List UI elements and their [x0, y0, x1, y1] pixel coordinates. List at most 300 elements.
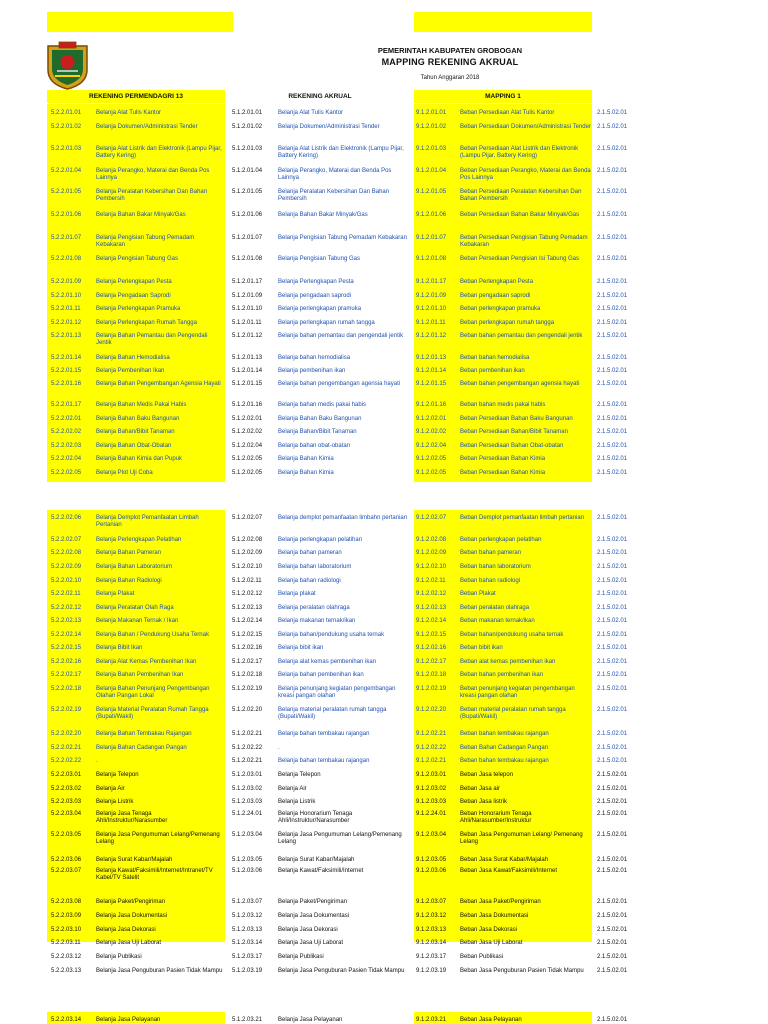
akrual-name: Belanja demplot pemanfaatan limbahn pertanian	[278, 515, 408, 521]
akrual-name: Belanja Kawat/Faksimili/Internet	[278, 868, 364, 874]
permendagri-code: 5.2.2.01.17	[51, 402, 82, 408]
mapping-code: 9.1.2.03.04	[416, 832, 447, 838]
grobogan-regency-emblem	[45, 40, 90, 90]
permendagri-name: Belanja Publikasi	[96, 954, 142, 960]
permendagri-name: Belanja Perlengkapan Pramuka	[96, 306, 181, 312]
akrual-name: Belanja Perangko, Materai dan Benda Pos Lainnya	[278, 168, 392, 182]
permendagri-code: 5.2.2.01.09	[51, 279, 82, 285]
liability-code: 2.1.5.02.01	[597, 832, 628, 838]
mapping-code: 9.1.2.01.13	[416, 355, 447, 361]
liability-code: 2.1.5.02.01	[597, 591, 628, 597]
permendagri-code: 5.2.2.02.11	[51, 591, 81, 597]
mapping-code: 9.1.2.02.17	[416, 659, 447, 665]
permendagri-code: 5.2.2.02.15	[51, 645, 82, 651]
liability-code: 2.1.5.02.01	[597, 659, 628, 665]
akrual-code: 5.1.2.01.09	[232, 293, 263, 299]
permendagri-name: Belanja Bahan Obat-Obatan	[96, 443, 172, 449]
mapping-name: Beban Jasa Kawat/Faksimili/Internet	[460, 868, 558, 874]
liability-code: 2.1.5.02.01	[597, 429, 628, 435]
permendagri-code: 5.2.2.02.21	[51, 745, 82, 751]
akrual-code: 5.1.2.02.21	[232, 731, 263, 737]
permendagri-code: 5.2.2.02.10	[51, 578, 82, 584]
akrual-code: 5.1.2.02.08	[232, 537, 263, 543]
liability-code: 2.1.5.02.01	[597, 686, 628, 692]
akrual-name: Belanja Bahan Kimia	[278, 456, 334, 462]
akrual-code: 5.1.2.01.17	[232, 279, 263, 285]
mapping-code: 9.1.2.02.18	[416, 672, 447, 678]
liability-code: 2.1.5.02.01	[597, 672, 628, 678]
akrual-name: Belanja alat kemas pembenihan ikan	[278, 659, 377, 665]
permendagri-code: 5.2.2.02.07	[51, 537, 82, 543]
permendagri-code: 5.2.2.03.07	[51, 868, 82, 874]
permendagri-name: Belanja Jasa Dekorasi	[96, 927, 156, 933]
akrual-name: Belanja Listrik	[278, 799, 316, 805]
permendagri-name: Belanja Bahan Cadangan Pangan	[96, 745, 187, 751]
akrual-code: 5.1.2.02.22	[232, 745, 263, 751]
mapping-code: 9.1.2.01.16	[416, 402, 447, 408]
permendagri-code: 5.2.2.02.16	[51, 659, 82, 665]
liability-code: 2.1.5.02.01	[597, 537, 628, 543]
mapping-name: Beban Jasa Paket/Pengiriman	[460, 899, 541, 905]
liability-code: 2.1.5.02.01	[597, 456, 628, 462]
mapping-code: 9.1.2.02.07	[416, 515, 447, 521]
permendagri-name: Belanja Bahan Penunjang Pengembangan Olahan Pangan Lokal	[96, 686, 210, 700]
permendagri-code: 5.2.2.01.11	[51, 306, 81, 312]
mapping-name: Beban perlengkapan rumah tangga	[460, 320, 555, 326]
akrual-code: 5.1.2.03.19	[232, 968, 263, 974]
permendagri-name: Belanja Jasa Uji Laborat	[96, 940, 162, 946]
akrual-code: 5.1.2.01.14	[232, 368, 263, 374]
mapping-code: 9.1.2.24.01	[416, 811, 447, 817]
mapping-name: Beban Jasa Penguburan Pasien Tidak Mampu	[460, 968, 584, 974]
akrual-code: 5.1.2.03.12	[232, 913, 263, 919]
permendagri-name: Belanja Peralatan Olah Raga	[96, 605, 174, 611]
permendagri-name: Belanja Bahan Medis Pakai Habis	[96, 402, 187, 408]
akrual-code: 5.1.2.01.16	[232, 402, 263, 408]
akrual-code: 5.1.2.03.06	[232, 868, 263, 874]
permendagri-code: 5.2.2.02.19	[51, 707, 82, 713]
liability-code: 2.1.5.02.01	[597, 168, 628, 174]
mapping-code: 9.1.2.02.10	[416, 564, 447, 570]
mapping-name: Beban Persediaan Bahan Kimia	[460, 456, 546, 462]
akrual-name: Belanja Pengisian Tabung Pemadam Kebakaran	[278, 235, 407, 241]
permendagri-name: Belanja Perlengkapan Rumah Tangga	[96, 320, 197, 326]
permendagri-name: Belanja Pengisian Tabung Pemadam Kebakaran	[96, 235, 195, 249]
mapping-code: 9.1.2.02.05	[416, 470, 447, 476]
liability-code: 2.1.5.02.01	[597, 632, 628, 638]
liability-code: 2.1.5.02.01	[597, 306, 628, 312]
permendagri-name: Belanja Bahan Baku Bangunan	[96, 416, 180, 422]
permendagri-name: Belanja Bahan Pengembangan Agensia Hayati	[96, 381, 221, 387]
permendagri-name: Belanja Bahan Tembakau Rajangan	[96, 731, 192, 737]
akrual-name: Belanja Air	[278, 786, 307, 792]
liability-code: 2.1.5.02.01	[597, 564, 628, 570]
mapping-code: 9.1.2.01.15	[416, 381, 447, 387]
mapping-column-highlight-2	[414, 510, 592, 942]
permendagri-name: Belanja Jasa Pengumuman Lelang/Pemenang Lelang	[96, 832, 220, 846]
mapping-code: 9.1.2.02.15	[416, 632, 447, 638]
liability-code: 2.1.5.02.01	[597, 857, 628, 863]
permendagri-code: 5.2.2.02.22	[51, 758, 82, 764]
akrual-name: Belanja Jasa Dekorasi	[278, 927, 338, 933]
akrual-name: .	[278, 745, 280, 751]
permendagri-name: Belanja Paket/Pengiriman	[96, 899, 166, 905]
liability-code: 2.1.5.02.01	[597, 402, 628, 408]
mapping-name: Beban makanan ternak/ikan	[460, 618, 535, 624]
mapping-name: Beban Persediaan Bahan Baku Bangunan	[460, 416, 573, 422]
mapping-name: Beban Persediaan Pengisian Isi Tabung Gas	[460, 256, 579, 262]
permendagri-name: Belanja Bahan Pameran	[96, 550, 162, 556]
mapping-name: Beban Persediaan Pengisian Tabung Pemadam Kebakaran	[460, 235, 588, 249]
permendagri-name: Belanja Telepon	[96, 772, 139, 778]
akrual-code: 5.1.2.02.14	[232, 618, 263, 624]
permendagri-code: 5.2.2.01.01	[51, 110, 82, 116]
mapping-code: 9.1.2.03.12	[416, 913, 447, 919]
akrual-name: Belanja makanan ternak/ikan	[278, 618, 356, 624]
liability-code: 2.1.5.02.01	[597, 645, 628, 651]
mapping-code: 9.1.2.01.03	[416, 146, 447, 152]
akrual-code: 5.1.2.02.04	[232, 443, 263, 449]
permendagri-code: 5.2.2.01.07	[51, 235, 82, 241]
akrual-name: Belanja bahan pembenihan ikan	[278, 672, 364, 678]
akrual-code: 5.1.2.03.05	[232, 857, 263, 863]
mapping-code: 9.1.2.01.11	[416, 320, 446, 326]
mapping-code: 9.1.2.02.01	[416, 416, 447, 422]
mapping-code: 9.1.2.03.14	[416, 940, 447, 946]
akrual-code: 5.1.2.02.09	[232, 550, 263, 556]
mapping-code: 9.1.2.01.01	[416, 110, 447, 116]
akrual-code: 5.1.2.02.11	[232, 578, 262, 584]
mapping-name: Beban Jasa air	[460, 786, 501, 792]
akrual-name: Belanja bahan hemodialisa	[278, 355, 351, 361]
akrual-name: Belanja Bahan/Bibit Tanaman	[278, 429, 357, 435]
mapping-name: Beban Jasa telepon	[460, 772, 514, 778]
mapping-code: 9.1.2.03.19	[416, 968, 447, 974]
permendagri-code: 5.2.2.02.01	[51, 416, 82, 422]
mapping-name: Beban Persediaan Bahan Obat-obatan	[460, 443, 564, 449]
permendagri-code: 5.2.2.02.09	[51, 564, 82, 570]
permendagri-code: 5.2.2.03.09	[51, 913, 82, 919]
mapping-code: 9.1.2.02.12	[416, 591, 447, 597]
liability-code: 2.1.5.02.01	[597, 124, 628, 130]
akrual-name: Belanja Jasa Uji Laborat	[278, 940, 344, 946]
permendagri-name: Belanja Bahan/Bibit Tanaman	[96, 429, 175, 435]
mapping-code: 9.1.2.03.03	[416, 799, 447, 805]
permendagri-name: Belanja Makanan Ternak / Ikan	[96, 618, 179, 624]
permendagri-code: 5.2.2.03.10	[51, 927, 82, 933]
liability-code: 2.1.5.02.01	[597, 578, 628, 584]
mapping-name: Beban bahan pengembangan agensia hayati	[460, 381, 580, 387]
mapping-code: 9.1.2.01.14	[416, 368, 447, 374]
mapping-name: Beban Jasa Pengumuman Lelang/ Pemenang Lelang	[460, 832, 583, 846]
permendagri-code: 5.2.2.01.15	[51, 368, 82, 374]
akrual-code: 5.1.2.03.02	[232, 786, 263, 792]
permendagri-code: 5.2.2.02.02	[51, 429, 82, 435]
mapping-code: 9.1.2.02.08	[416, 537, 447, 543]
liability-code: 2.1.5.02.01	[597, 110, 628, 116]
mapping-code: 9.1.2.01.05	[416, 189, 447, 195]
permendagri-code: 5.2.2.01.10	[51, 293, 82, 299]
mapping-name: Beban Persediaan Dokumen/Administrasi Tender	[460, 124, 591, 130]
akrual-name: Belanja bahan pengembangan agensia hayati	[278, 381, 401, 387]
permendagri-code: 5.2.2.01.05	[51, 189, 82, 195]
liability-code: 2.1.5.02.01	[597, 235, 628, 241]
mapping-code: 9.1.2.01.04	[416, 168, 447, 174]
akrual-code: 5.1.2.02.02	[232, 429, 263, 435]
mapping-name: Beban Jasa Dekorasi	[460, 927, 518, 933]
mapping-name: Beban Persediaan Bahan/Bibit Tanaman	[460, 429, 568, 435]
liability-code: 2.1.5.02.01	[597, 913, 628, 919]
permendagri-name: Belanja Jasa Tenaga Ahli/Instruktur/Narasumber	[96, 811, 168, 825]
mapping-code: 9.1.2.02.21	[416, 758, 447, 764]
permendagri-name: Belanja Jasa Dokumentasi	[96, 913, 168, 919]
permendagri-name: Belanja Jasa Pelayanan	[96, 1017, 161, 1023]
liability-code: 2.1.5.02.01	[597, 940, 628, 946]
fiscal-year: Tahun Anggaran 2018	[420, 75, 480, 81]
akrual-name: Belanja plakat	[278, 591, 316, 597]
mapping-name: Beban perlengkapan pramuka	[460, 306, 541, 312]
akrual-name: Belanja pengadaan saprodi	[278, 293, 352, 299]
permendagri-code: 5.2.2.01.06	[51, 212, 82, 218]
mapping-name: Beban bahan pembenihan ikan	[460, 672, 544, 678]
liability-code: 2.1.5.02.01	[597, 954, 628, 960]
akrual-code: 5.1.2.02.12	[232, 591, 263, 597]
akrual-code: 5.1.2.02.21	[232, 758, 263, 764]
mapping-name: Beban Honorarium Tenaga Ahli/Narasumber/Instruktur	[460, 811, 532, 825]
mapping-code: 9.1.2.03.05	[416, 857, 447, 863]
mapping-code: 9.1.2.01.08	[416, 256, 447, 262]
permendagri-code: 5.2.2.02.12	[51, 605, 82, 611]
akrual-code: 5.1.2.01.02	[232, 124, 263, 130]
akrual-code: 5.1.2.01.06	[232, 212, 263, 218]
mapping-code: 9.1.2.01.09	[416, 293, 447, 299]
liability-code: 2.1.5.02.01	[597, 550, 628, 556]
akrual-name: Belanja bahan pemantau dan pengendali jentik	[278, 333, 404, 339]
permendagri-name: Belanja Material Peralatan Rumah Tangga (Bupati/Wakil)	[96, 707, 209, 721]
mapping-code: 9.1.2.03.02	[416, 786, 447, 792]
liability-code: 2.1.5.02.01	[597, 731, 628, 737]
permendagri-code: 5.2.2.01.16	[51, 381, 82, 387]
akrual-name: Belanja bahan obat-obatan	[278, 443, 351, 449]
liability-code: 2.1.5.02.01	[597, 605, 628, 611]
liability-code: 2.1.5.02.01	[597, 212, 628, 218]
mapping-name: Beban bahan hemodialisa	[460, 355, 530, 361]
akrual-code: 5.1.2.02.20	[232, 707, 263, 713]
mapping-name: Beban pengadaan saprodi	[460, 293, 531, 299]
permendagri-code: 5.2.2.02.05	[51, 470, 82, 476]
mapping-code: 9.1.2.01.07	[416, 235, 447, 241]
akrual-name: Belanja bahan tembakau rajangan	[278, 731, 370, 737]
liability-code: 2.1.5.02.01	[597, 470, 628, 476]
akrual-name: Belanja Pengisian Tabung Gas	[278, 256, 360, 262]
mapping-name: Beban Jasa Dokumentasi	[460, 913, 529, 919]
mapping-code: 9.1.2.02.22	[416, 745, 447, 751]
permendagri-name: Belanja Alat Listrik dan Elektronik (Lampu Pijar, Battery Kering)	[96, 146, 222, 160]
permendagri-name: Belanja Bibit Ikan	[96, 645, 143, 651]
permendagri-name: Belanja Bahan / Pendukung Usaha Ternak	[96, 632, 209, 638]
column-header-akrual: REKENING AKRUAL	[288, 93, 352, 100]
akrual-name: Belanja Bahan Baku Bangunan	[278, 416, 362, 422]
liability-code: 2.1.5.02.01	[597, 1017, 628, 1023]
mapping-name: Beban Demplot pemanfaatan limbah pertanian	[460, 515, 585, 521]
permendagri-name: Belanja Jasa Penguburan Pasien Tidak Mampu	[96, 968, 223, 974]
akrual-code: 5.1.2.03.07	[232, 899, 263, 905]
mapping-name: Beban bahan tembakau rajangan	[460, 758, 549, 764]
mapping-code: 9.1.2.02.14	[416, 618, 447, 624]
akrual-name: Belanja Dokumen/Administrasi Tender	[278, 124, 380, 130]
akrual-name: Belanja Perlengkapan Pesta	[278, 279, 354, 285]
mapping-name: Beban Plakat	[460, 591, 496, 597]
mapping-code: 9.1.2.01.10	[416, 306, 447, 312]
akrual-name: Belanja Alat Tulis Kantor	[278, 110, 344, 116]
mapping-name: Beban bahan laboratorium	[460, 564, 531, 570]
akrual-code: 5.1.2.02.18	[232, 672, 263, 678]
mapping-name: Beban Perlengkapan Pesta	[460, 279, 534, 285]
akrual-code: 5.1.2.02.15	[232, 632, 263, 638]
mapping-name: Beban Publikasi	[460, 954, 504, 960]
akrual-name: Belanja Jasa Pengumuman Lelang/Pemenang Lelang	[278, 832, 402, 846]
akrual-code: 5.1.2.01.15	[232, 381, 263, 387]
permendagri-code: 5.2.2.03.03	[51, 799, 82, 805]
akrual-name: Belanja bahan tembakau rajangan	[278, 758, 370, 764]
akrual-code: 5.1.2.03.21	[232, 1017, 263, 1023]
mapping-code: 9.1.2.02.02	[416, 429, 447, 435]
header-highlight-right	[414, 12, 592, 32]
liability-code: 2.1.5.02.01	[597, 333, 628, 339]
permendagri-code: 5.2.2.02.04	[51, 456, 82, 462]
header-highlight-left	[47, 12, 233, 32]
liability-code: 2.1.5.02.01	[597, 293, 628, 299]
permendagri-name: Belanja Bahan Hemodialisa	[96, 355, 170, 361]
mapping-name: Beban pembenihan ikan	[460, 368, 525, 374]
permendagri-name: Belanja Perangko, Materai dan Benda Pos Lainnya	[96, 168, 210, 182]
permendagri-code: 5.2.2.02.14	[51, 632, 82, 638]
akrual-code: 5.1.2.02.16	[232, 645, 263, 651]
akrual-code: 5.1.2.03.01	[232, 772, 263, 778]
akrual-name: Belanja bahan/pendukung usaha ternak	[278, 632, 385, 638]
column-header-permendagri: REKENING PERMENDAGRI 13	[89, 93, 183, 100]
permendagri-code: 5.2.2.02.08	[51, 550, 82, 556]
akrual-code: 5.1.2.01.05	[232, 189, 263, 195]
permendagri-code: 5.2.2.03.11	[51, 940, 81, 946]
liability-code: 2.1.5.02.01	[597, 745, 628, 751]
mapping-name: Beban Jasa listrik	[460, 799, 508, 805]
mapping-name: Beban perlengkapan pelatihan	[460, 537, 542, 543]
akrual-name: Belanja Bahan Bakar Minyak/Gas	[278, 212, 368, 218]
liability-code: 2.1.5.02.01	[597, 618, 628, 624]
mapping-name: Beban peralatan olahraga	[460, 605, 530, 611]
liability-code: 2.1.5.02.01	[597, 968, 628, 974]
mapping-code: 9.1.2.01.12	[416, 333, 447, 339]
akrual-code: 5.1.2.01.07	[232, 235, 263, 241]
permendagri-code: 5.2.2.03.14	[51, 1017, 82, 1023]
permendagri-name: Belanja Air	[96, 786, 125, 792]
permendagri-name: Belanja Perlengkapan Pelatihan	[96, 537, 182, 543]
mapping-name: Beban Persediaan Alat Tulis Kantor	[460, 110, 555, 116]
akrual-name: Belanja Paket/Pengiriman	[278, 899, 348, 905]
mapping-name: Beban Persediaan Perangko, Materai dan Benda Pos Lainnya	[460, 168, 591, 182]
mapping-code: 9.1.2.02.04	[416, 443, 447, 449]
akrual-name: Belanja perlengkapan pramuka	[278, 306, 362, 312]
akrual-name: Belanja bahan medis pakai habis	[278, 402, 367, 408]
akrual-code: 5.1.2.01.12	[232, 333, 263, 339]
liability-code: 2.1.5.02.01	[597, 368, 628, 374]
mapping-name: Beban bahan pemantau dan pengendali jentik	[460, 333, 583, 339]
permendagri-name: Belanja Perlengkapan Pesta	[96, 279, 172, 285]
mapping-name: Beban Bahan Cadangan Pangan	[460, 745, 549, 751]
permendagri-name: Belanja Pengisian Tabung Gas	[96, 256, 178, 262]
akrual-name: Belanja material peralatan rumah tangga (Bupati/Wakil)	[278, 707, 387, 721]
liability-code: 2.1.5.02.01	[597, 786, 628, 792]
liability-code: 2.1.5.02.01	[597, 355, 628, 361]
mapping-name: Beban bahan radiologi	[460, 578, 521, 584]
liability-code: 2.1.5.02.01	[597, 189, 628, 195]
mapping-code: 9.1.2.03.13	[416, 927, 447, 933]
mapping-name: Beban penunjang kegiatan pengembangan kreasi pangan olahan	[460, 686, 575, 700]
akrual-code: 5.1.2.02.17	[232, 659, 263, 665]
akrual-code: 5.1.2.02.07	[232, 515, 263, 521]
liability-code: 2.1.5.02.01	[597, 868, 628, 874]
permendagri-name: Belanja Plakat	[96, 591, 135, 597]
akrual-code: 5.1.2.03.17	[232, 954, 263, 960]
permendagri-code: 5.2.2.02.06	[51, 515, 82, 521]
permendagri-name: Belanja Dokumen/Administrasi Tender	[96, 124, 198, 130]
akrual-name: Belanja Jasa Penguburan Pasien Tidak Mampu	[278, 968, 405, 974]
permendagri-code: 5.2.2.03.06	[51, 857, 82, 863]
permendagri-name: Belanja Alat Kemas Pembenihan Ikan	[96, 659, 197, 665]
mapping-code: 9.1.2.02.11	[416, 578, 446, 584]
permendagri-code: 5.2.2.01.14	[51, 355, 82, 361]
permendagri-name: Belanja Bahan Pembenihan Ikan	[96, 672, 184, 678]
permendagri-code: 5.2.2.02.18	[51, 686, 82, 692]
permendagri-code: 5.2.2.01.12	[51, 320, 82, 326]
akrual-name: Belanja Surat Kabar/Majalah	[278, 857, 355, 863]
akrual-name: Belanja Alat Listrik dan Elektronik (Lampu Pijar, Battery Kering)	[278, 146, 404, 160]
mapping-name: Beban bahan medis pakai habis	[460, 402, 546, 408]
akrual-name: Belanja perlengkapan pelatihan	[278, 537, 363, 543]
liability-code: 2.1.5.02.01	[597, 899, 628, 905]
akrual-code: 5.1.2.01.01	[232, 110, 263, 116]
liability-code: 2.1.5.02.01	[597, 772, 628, 778]
akrual-name: Belanja bahan pameran	[278, 550, 342, 556]
liability-code: 2.1.5.02.01	[597, 707, 628, 713]
mapping-name: Beban bahan tembakau rajangan	[460, 731, 549, 737]
permendagri-code: 5.2.2.01.08	[51, 256, 82, 262]
akrual-name: Belanja Jasa Pelayanan	[278, 1017, 343, 1023]
liability-code: 2.1.5.02.01	[597, 320, 628, 326]
mapping-code: 9.1.2.03.06	[416, 868, 447, 874]
akrual-name: Belanja peralatan olahraga	[278, 605, 350, 611]
akrual-code: 5.1.2.02.05	[232, 470, 263, 476]
permendagri-name: Belanja Listrik	[96, 799, 134, 805]
akrual-name: Belanja bahan radiologi	[278, 578, 341, 584]
mapping-name: Beban Persediaan Peralatan Kebersihan Dan Bahan Pembersih	[460, 189, 582, 203]
permendagri-name: Belanja Bahan Bakar Minyak/Gas	[96, 212, 186, 218]
permendagri-code: 5.2.2.03.13	[51, 968, 82, 974]
permendagri-name: Belanja Demplot Pemanfaatan Limbah Pertanian	[96, 515, 199, 529]
document-title: MAPPING REKENING AKRUAL	[381, 57, 519, 67]
akrual-name: Belanja penunjang kegiatan pengembangan kreasi pangan olahan	[278, 686, 396, 700]
permendagri-code: 5.2.2.03.08	[51, 899, 82, 905]
column-header-mapping: MAPPING 1	[485, 93, 521, 100]
permendagri-code: 5.2.2.02.13	[51, 618, 82, 624]
mapping-name: Beban bibit ikan	[460, 645, 503, 651]
akrual-name: Belanja Jasa Dokumentasi	[278, 913, 350, 919]
permendagri-code: 5.2.2.01.13	[51, 333, 82, 339]
akrual-code: 5.1.2.02.05	[232, 456, 263, 462]
akrual-code: 5.1.2.01.03	[232, 146, 263, 152]
liability-code: 2.1.5.02.01	[597, 515, 628, 521]
